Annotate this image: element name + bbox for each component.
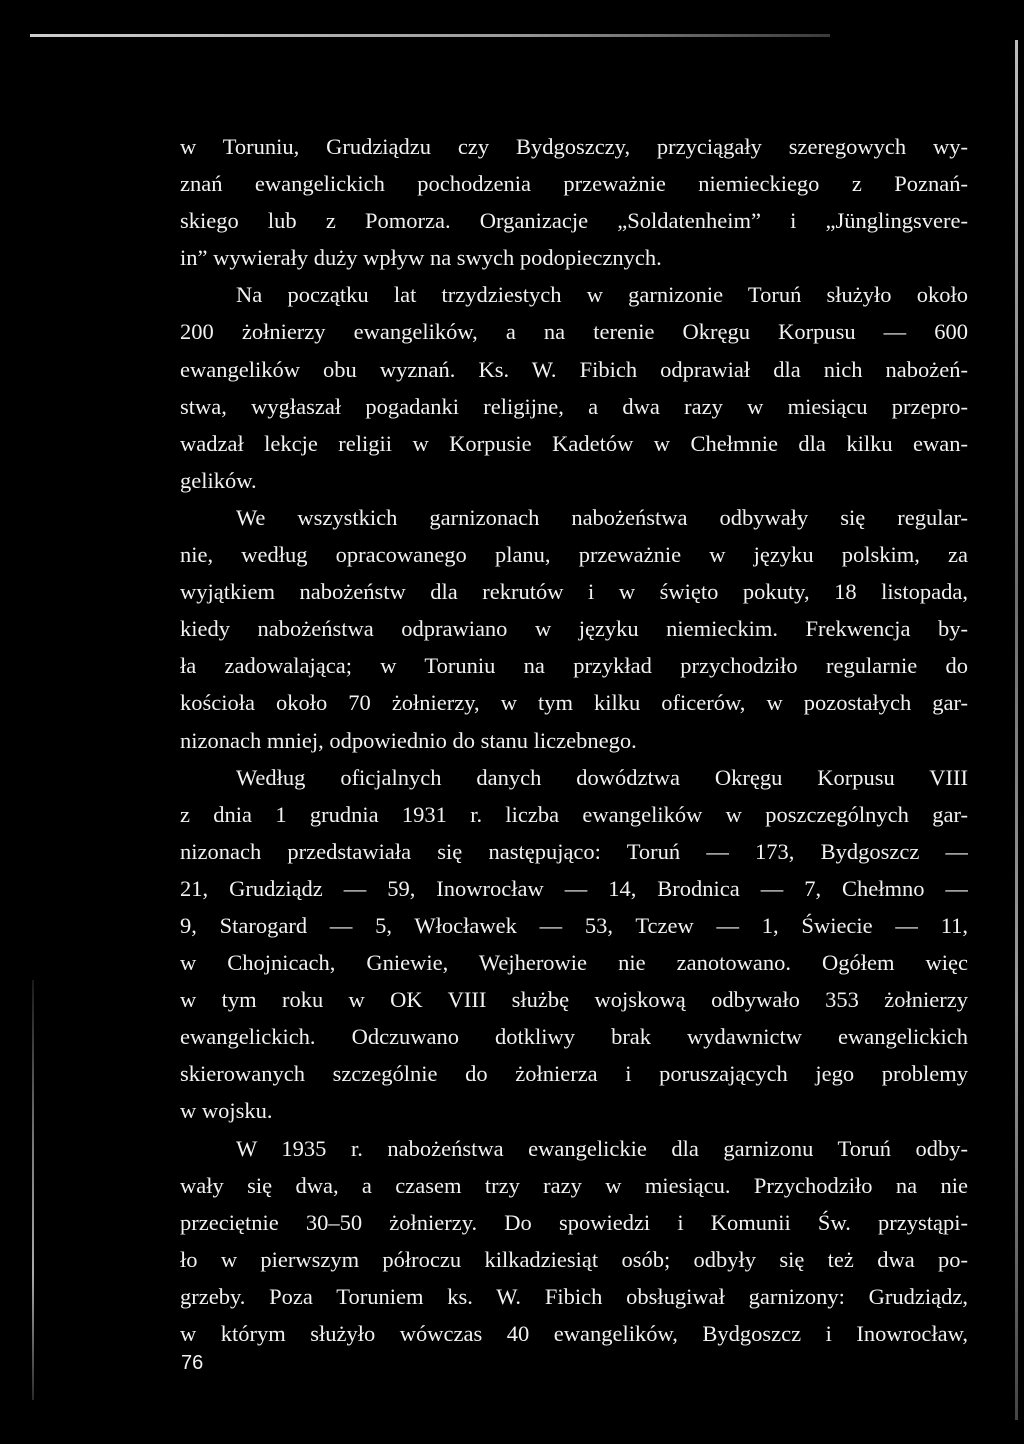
text-line: ewangelików obu wyznań. Ks. W. Fibich odprawiał dla nich nabożeń- bbox=[180, 356, 968, 382]
text-line: przeciętnie 30–50 żołnierzy. Do spowiedzi i Komunii Św. przystąpi- bbox=[180, 1209, 968, 1235]
text-line: nizonach przedstawiała się następująco: Toruń — 173, Bydgoszcz — bbox=[180, 838, 968, 864]
page-number: 76 bbox=[181, 1352, 204, 1374]
text-line: w Chojnicach, Gniewie, Wejherowie nie zanotowano. Ogółem więc bbox=[180, 950, 968, 976]
text-line: gelików. bbox=[180, 467, 257, 493]
body-text bbox=[180, 128, 968, 1352]
text-line: wadzał lekcje religii w Korpusie Kadetów w Chełmnie dla kilku ewan- bbox=[180, 430, 968, 456]
text-line: ło w pierwszym półroczu kilkadziesiąt osób; odbyły się też dwa po- bbox=[180, 1246, 968, 1272]
text-line: nie, według opracowanego planu, przeważnie w języku polskim, za bbox=[180, 542, 968, 568]
text-line: w wojsku. bbox=[180, 1098, 273, 1124]
text-line: ła zadowalająca; w Toruniu na przykład przychodziło regularnie do bbox=[180, 653, 968, 679]
text-line: ewangelickich. Odczuwano dotkliwy brak wydawnictw ewangelickich bbox=[180, 1024, 968, 1050]
text-line: stwa, wygłaszał pogadanki religijne, a dwa razy w miesiącu przepro- bbox=[180, 393, 968, 419]
scan-edge-left bbox=[32, 980, 34, 1400]
text-line: z dnia 1 grudnia 1931 r. liczba ewangelików w poszczególnych gar- bbox=[180, 801, 968, 827]
text-line: 21, Grudziądz — 59, Inowrocław — 14, Brodnica — 7, Chełmno — bbox=[180, 875, 968, 901]
scan-edge-top bbox=[30, 34, 830, 37]
text-line: w którym służyło wówczas 40 ewangelików, Bydgoszcz i Inowrocław, bbox=[180, 1321, 968, 1346]
text-line: nizonach mniej, odpowiednio do stanu liczebnego. bbox=[180, 727, 637, 753]
text-line: Według oficjalnych danych dowództwa Okręgu Korpusu VIII bbox=[236, 764, 968, 790]
text-line: wały się dwa, a czasem trzy razy w miesiącu. Przychodziło na nie bbox=[180, 1172, 968, 1198]
text-line: wyjątkiem nabożeństw dla rekrutów i w święto pokuty, 18 listopada, bbox=[180, 579, 968, 605]
text-line: W 1935 r. nabożeństwa ewangelickie dla garnizonu Toruń odby- bbox=[236, 1135, 968, 1161]
text-line: skiego lub z Pomorza. Organizacje „Soldatenheim” i „Jünglingsvere- bbox=[180, 208, 968, 234]
scan-edge-right bbox=[1015, 40, 1018, 1420]
text-line: 9, Starogard — 5, Włocławek — 53, Tczew — 1, Świecie — 11, bbox=[180, 912, 968, 938]
text-line: w Toruniu, Grudziądzu czy Bydgoszczy, przyciągały szeregowych wy- bbox=[180, 134, 968, 159]
text-line: 200 żołnierzy ewangelików, a na terenie Okręgu Korpusu — 600 bbox=[180, 319, 968, 345]
text-line: We wszystkich garnizonach nabożeństwa odbywały się regular- bbox=[236, 504, 968, 530]
text-line: in” wywierały duży wpływ na swych podopiecznych. bbox=[180, 245, 662, 271]
text-line: Na początku lat trzydziestych w garnizonie Toruń służyło około bbox=[236, 282, 968, 308]
text-line: znań ewangelickich pochodzenia przeważnie niemieckiego z Poznań- bbox=[180, 171, 968, 197]
text-line: kościoła około 70 żołnierzy, w tym kilku oficerów, w pozostałych gar- bbox=[180, 690, 968, 716]
text-line: kiedy nabożeństwa odprawiano w języku niemieckim. Frekwencja by- bbox=[180, 616, 968, 642]
text-line: w tym roku w OK VIII służbę wojskową odbywało 353 żołnierzy bbox=[180, 987, 968, 1013]
text-line: skierowanych szczególnie do żołnierza i poruszających jego problemy bbox=[180, 1061, 968, 1087]
text-line: grzeby. Poza Toruniem ks. W. Fibich obsługiwał garnizony: Grudziądz, bbox=[180, 1283, 968, 1309]
